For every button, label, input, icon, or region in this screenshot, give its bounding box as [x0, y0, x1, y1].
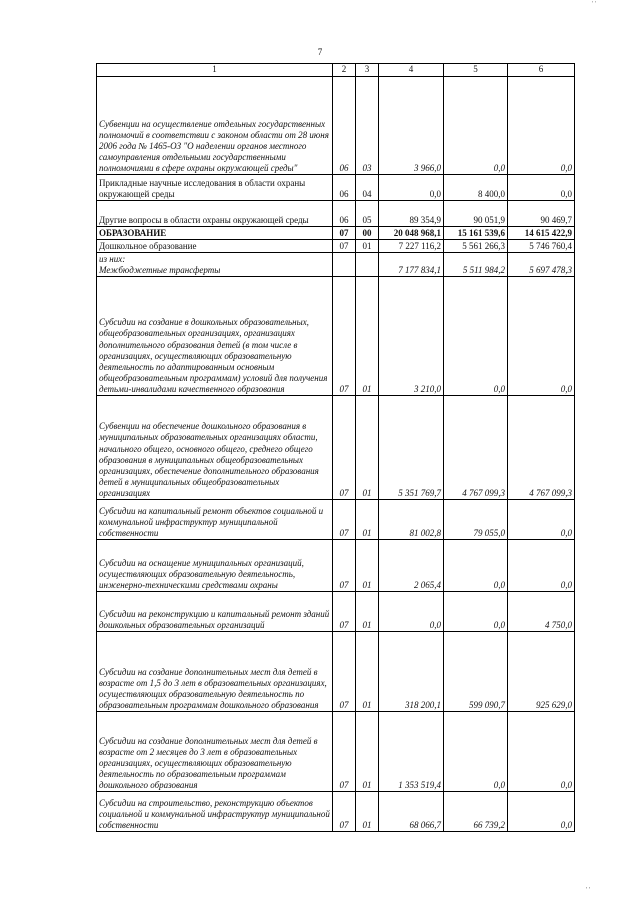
subsection-code: 01 [356, 792, 379, 832]
amount-year-3: 5 746 760,4 [508, 240, 575, 253]
amount-year-1: 2 065,4 [379, 540, 444, 592]
amount-year-2: 0,0 [444, 592, 508, 632]
column-header: 2 [333, 64, 356, 77]
corner-mark: ' ' [585, 886, 590, 894]
amount-year-1: 318 200,1 [379, 632, 444, 712]
amount-year-3: 0,0 [508, 500, 575, 540]
section-code: 06 [333, 175, 356, 201]
section-code: 07 [333, 792, 356, 832]
section-code: 07 [333, 396, 356, 500]
section-code [333, 253, 356, 277]
amount-year-1: 0,0 [379, 175, 444, 201]
amount-year-3: 0,0 [508, 540, 575, 592]
amount-year-1: 89 354,9 [379, 201, 444, 227]
subsection-code [356, 253, 379, 277]
table-row [97, 396, 575, 500]
amount-year-3: 90 469,7 [508, 201, 575, 227]
section-code: 06 [333, 201, 356, 227]
amount-year-1: 3 966,0 [379, 77, 444, 175]
amount-year-2: 8 400,0 [444, 175, 508, 201]
table-row [97, 712, 575, 792]
column-header: 4 [379, 64, 444, 77]
amount-year-2: 0,0 [444, 77, 508, 175]
table-row [97, 240, 575, 253]
table-row [97, 227, 575, 240]
amount-year-1: 68 066,7 [379, 792, 444, 832]
row-description: из них: Межбюджетные трансферты [97, 253, 333, 277]
amount-year-2: 0,0 [444, 712, 508, 792]
amount-year-2: 90 051,9 [444, 201, 508, 227]
row-description: Субвенции на обеспечение дошкольного образования в муниципальных образовательных организациях области, начального общего, основного общего, среднего общего образования в муниципальных общеобразовательных организациях, обеспечение дополнительного образования детей в муниципальных общеобразовательных организациях [97, 396, 333, 500]
column-header: 5 [444, 64, 508, 77]
column-header: 3 [356, 64, 379, 77]
table-row [97, 632, 575, 712]
amount-year-1: 5 351 769,7 [379, 396, 444, 500]
amount-year-2: 0,0 [444, 277, 508, 396]
column-header: 6 [508, 64, 575, 77]
amount-year-3: 925 629,0 [508, 632, 575, 712]
column-header: 1 [97, 64, 333, 77]
top-margin-mark: ' ' [591, 0, 596, 8]
table-header-row [97, 64, 575, 77]
amount-year-1: 7 227 116,2 [379, 240, 444, 253]
amount-year-2: 79 055,0 [444, 500, 508, 540]
subsection-code: 01 [356, 500, 379, 540]
section-code: 07 [333, 632, 356, 712]
row-description: Субсидии на создание дополнительных мест для детей в возрасте от 1,5 до 3 лет в образовательных организациях, осуществляющих образовательную деятельность по образовательным программам дошкольного образования [97, 632, 333, 712]
amount-year-3: 0,0 [508, 77, 575, 175]
subsection-code: 03 [356, 77, 379, 175]
amount-year-2: 5 561 266,3 [444, 240, 508, 253]
amount-year-2: 15 161 539,6 [444, 227, 508, 240]
table-row [97, 77, 575, 175]
section-code: 06 [333, 77, 356, 175]
section-code: 07 [333, 277, 356, 396]
subsection-code: 01 [356, 540, 379, 592]
amount-year-2: 4 767 099,3 [444, 396, 508, 500]
section-code: 07 [333, 592, 356, 632]
subsection-code: 00 [356, 227, 379, 240]
subsection-code: 01 [356, 240, 379, 253]
table-row [97, 253, 575, 277]
subsection-code: 01 [356, 632, 379, 712]
amount-year-3: 0,0 [508, 277, 575, 396]
table-row [97, 592, 575, 632]
amount-year-2: 5 511 984,2 [444, 253, 508, 277]
amount-year-3: 0,0 [508, 712, 575, 792]
row-description: Субсидии на строительство, реконструкцию объектов социальной и коммунальной инфраструктур муниципальной собственности [97, 792, 333, 832]
row-description: Субсидии на создание дополнительных мест для детей в возрасте от 2 месяцев до 3 лет в образовательных организациях, осуществляющих образовательную деятельность по образовательным программам дошкольного образования [97, 712, 333, 792]
section-code: 07 [333, 500, 356, 540]
row-description: Субсидии на реконструкцию и капитальный ремонт зданий дошкольных образовательных организаций [97, 592, 333, 632]
amount-year-3: 0,0 [508, 792, 575, 832]
subsection-code: 01 [356, 592, 379, 632]
row-description: Прикладные научные исследования в области охраны окружающей среды [97, 175, 333, 201]
page-number: 7 [317, 47, 323, 57]
table-row [97, 175, 575, 201]
row-description: Субсидии на создание в дошкольных образовательных, общеобразовательных организациях, организациях дополнительного образования детей (в том числе в организациях, осуществляющих образовательную деятельность по адаптированным основным общеобразовательным программам) условий для получения детьми-инвалидами качественного образования [97, 277, 333, 396]
table-row [97, 201, 575, 227]
amount-year-1: 81 002,8 [379, 500, 444, 540]
amount-year-1: 7 177 834,1 [379, 253, 444, 277]
amount-year-1: 20 048 968,1 [379, 227, 444, 240]
section-code: 07 [333, 240, 356, 253]
subsection-code: 05 [356, 201, 379, 227]
section-code: 07 [333, 540, 356, 592]
row-description: Субсидии на оснащение муниципальных организаций, осуществляющих образовательную деятельность, инженерно-техническими средствами охраны [97, 540, 333, 592]
amount-year-2: 599 090,7 [444, 632, 508, 712]
table-row [97, 792, 575, 832]
subsection-code: 01 [356, 712, 379, 792]
section-code: 07 [333, 712, 356, 792]
subsection-code: 04 [356, 175, 379, 201]
amount-year-1: 1 353 519,4 [379, 712, 444, 792]
amount-year-3: 14 615 422,9 [508, 227, 575, 240]
subsection-code: 01 [356, 396, 379, 500]
table-row [97, 500, 575, 540]
table-row [97, 540, 575, 592]
amount-year-2: 0,0 [444, 540, 508, 592]
subsection-code: 01 [356, 277, 379, 396]
amount-year-2: 66 739,2 [444, 792, 508, 832]
amount-year-1: 0,0 [379, 592, 444, 632]
amount-year-3: 4 750,0 [508, 592, 575, 632]
row-description: Субсидии на капитальный ремонт объектов социальной и коммунальной инфраструктур муниципальной собственности [97, 500, 333, 540]
row-description: ОБРАЗОВАНИЕ [97, 227, 333, 240]
amount-year-1: 3 210,0 [379, 277, 444, 396]
section-code: 07 [333, 227, 356, 240]
row-description: Субвенции на осуществление отдельных государственных полномочий в соответствии с законом области от 28 июня 2006 года № 1465-ОЗ "О наделении органов местного самоуправления отдельными государственными полномочиями в сфере охраны окружающей среды" [97, 77, 333, 175]
amount-year-3: 4 767 099,3 [508, 396, 575, 500]
budget-table [96, 63, 575, 832]
row-description: Другие вопросы в области охраны окружающей среды [97, 201, 333, 227]
row-description: Дошкольное образование [97, 240, 333, 253]
amount-year-3: 5 697 478,3 [508, 253, 575, 277]
table-row [97, 277, 575, 396]
amount-year-3: 0,0 [508, 175, 575, 201]
